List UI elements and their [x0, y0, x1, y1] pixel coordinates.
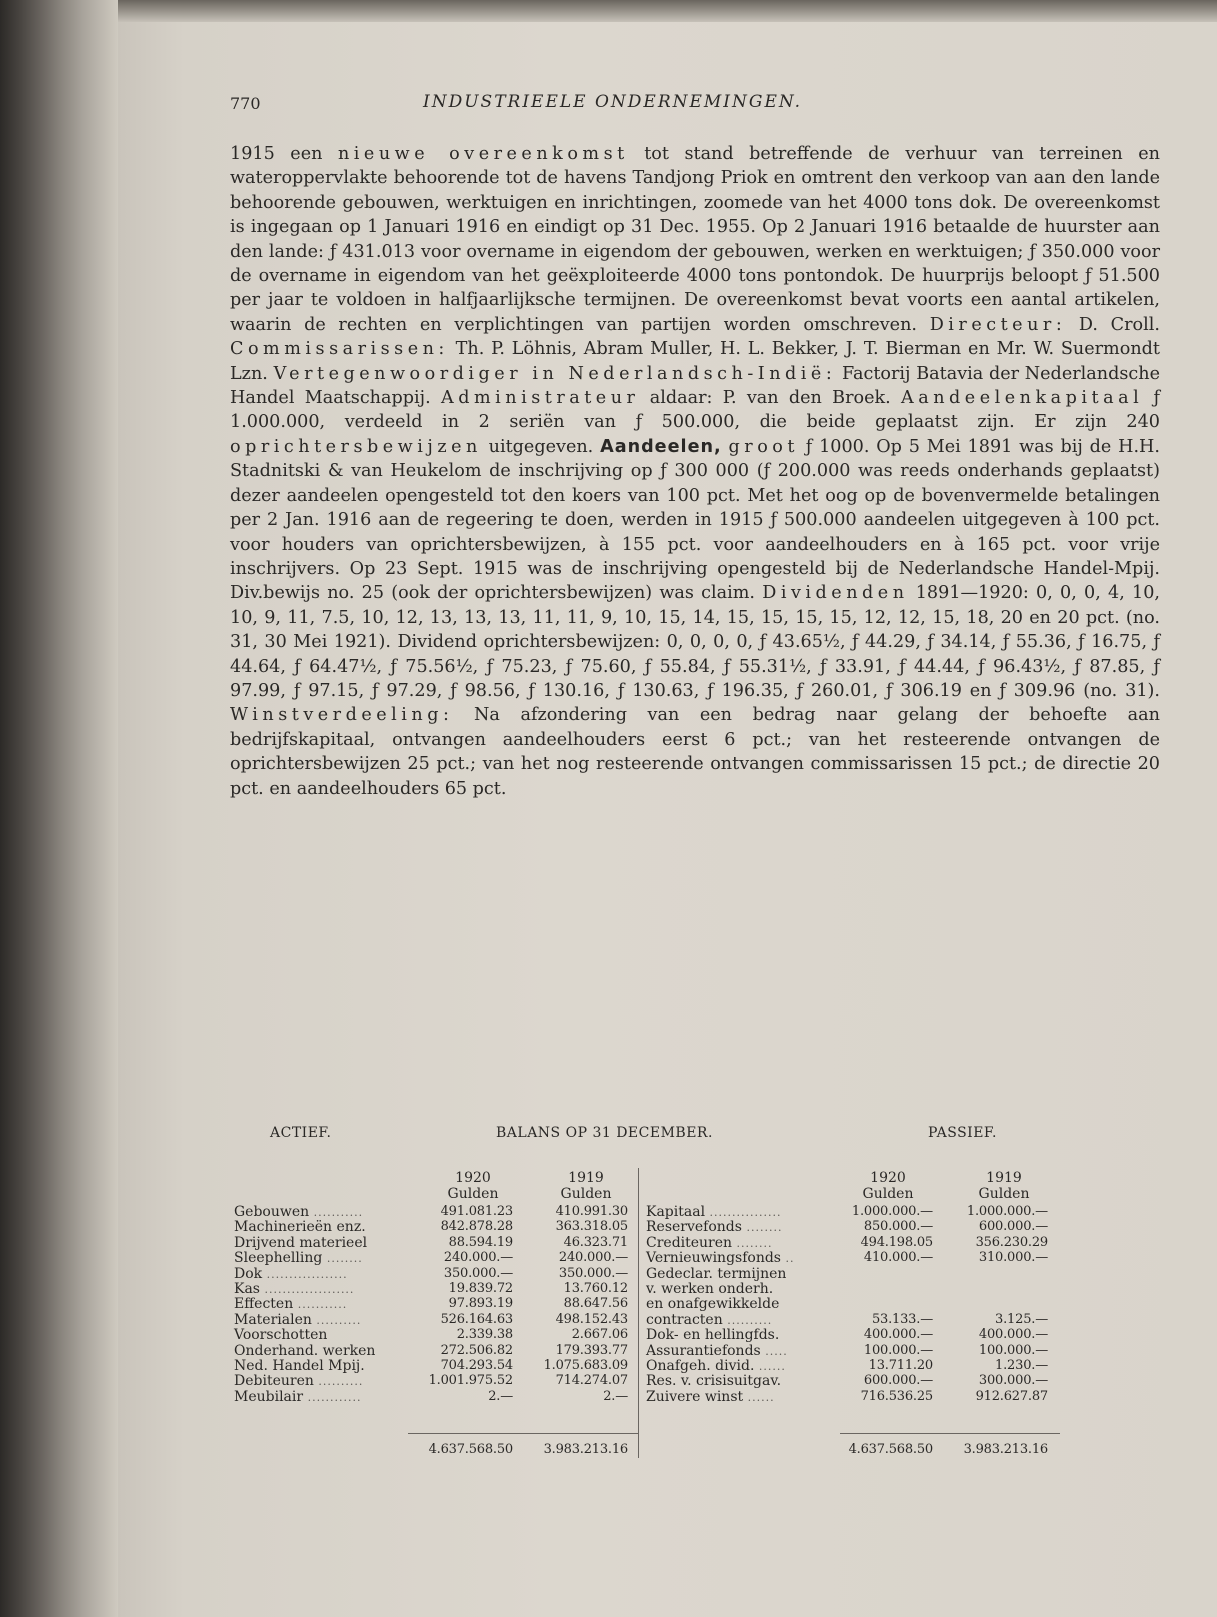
actief-row-1920 — [383, 1296, 513, 1312]
leader-dots: .. — [781, 1252, 795, 1266]
total-rule-actief — [408, 1433, 638, 1434]
actief-row-1920-text: 272.506.82 — [440, 1342, 513, 1358]
leader-dots: ...... — [754, 1360, 786, 1373]
actief-row-1920 — [383, 1250, 513, 1266]
actief-row-label-text: Kas — [234, 1281, 260, 1297]
actief-row-1919 — [498, 1389, 628, 1405]
passief-row-1920-text: 100.000.— — [863, 1342, 933, 1358]
actief-row-1920-text: 19.839.72 — [448, 1281, 513, 1296]
spaced-term: Aandeelenkapitaal — [901, 388, 1144, 409]
actief-row-1920 — [383, 1327, 513, 1343]
leader-dots: ........ — [732, 1236, 773, 1250]
passief-row-1919 — [918, 1219, 1048, 1235]
actief-row-label-text: Onderhand. werken — [234, 1342, 376, 1359]
passief-row-1920-text: 410.000.— — [863, 1250, 933, 1266]
passief-row-1919-text: 310.000.— — [978, 1250, 1048, 1266]
actief-row-label — [234, 1235, 367, 1251]
passief-row-label-text: Kapitaal — [646, 1204, 706, 1220]
passief-row-label-text: contracten — [646, 1311, 723, 1328]
actief-row-1920 — [383, 1266, 513, 1282]
passief-row-1920 — [803, 1373, 933, 1389]
actief-row-label — [234, 1389, 362, 1406]
passief-row-label-text: Dok- en hellingfds. — [646, 1327, 780, 1344]
actief-row-1920-text: 350.000.— — [443, 1265, 513, 1281]
actief-row-1919 — [498, 1281, 628, 1297]
spaced-term: Vertegenwoordiger in Nederlandsch-Indië: — [273, 363, 837, 384]
year-1920-actief: 1920 — [455, 1170, 491, 1186]
leader-dots: ........... — [293, 1298, 348, 1312]
spaced-term: Commissarissen: — [230, 339, 449, 360]
actief-row-1919-text: 1.075.683.09 — [543, 1358, 628, 1373]
total-passief-1919: 3.983.213.16 — [963, 1442, 1048, 1457]
actief-row-1919-text: 714.274.07 — [555, 1373, 628, 1389]
balance-title: BALANS OP 31 DECEMBER. — [496, 1125, 713, 1141]
actief-row-1919 — [498, 1266, 628, 1282]
leader-dots: .......... — [722, 1313, 773, 1327]
text-run: D. Croll. — [1066, 314, 1160, 335]
actief-row-1920-text: 1.001.975.52 — [428, 1373, 513, 1389]
passief-row-label-text: Res. v. crisisuitgav. — [646, 1373, 782, 1390]
actief-row-1919 — [498, 1204, 628, 1220]
text-run: tot stand betreffende de verhuur van terreinen en wateroppervlakte behoorende tot de havens Tandjong Priok en omtrent den verkoop van aan den lande behoorende gebouwen, werktuigen en inrichtingen, zoomede van het 4000 tons dok. De overeenkomst is ingegaan op 1 Januari 1916 en eindigt op 31 Dec. 1955. Op 2 Januari 1916 betaalde de huurster aan den lande: ƒ 431.013 voor overname in eigendom der gebouwen, werken en werktuigen; ƒ 350.000 voor de overname in eigendom van het geëxploiteerde 4000 tons pontondok. De huurprijs beloopt ƒ 51.500 per jaar te voldoen in halfjaarlijksche termijnen. De overeenkomst bevat voorts een aantal artikelen, waarin de rechten en verplichtingen van partijen worden omschreven. — [230, 144, 1160, 335]
document-page — [118, 22, 1217, 1617]
passief-row-label-text: Zuivere winst — [646, 1388, 744, 1405]
actief-row-1919-text: 13.760.12 — [563, 1281, 628, 1296]
leader-dots: .................. — [262, 1267, 348, 1281]
unit-passief-1920: Gulden — [862, 1186, 914, 1202]
passief-row-1919 — [918, 1312, 1048, 1328]
passief-row-label — [646, 1296, 779, 1312]
passief-row-1920 — [803, 1389, 933, 1405]
passief-row-1919 — [918, 1343, 1048, 1359]
passief-row-1920 — [803, 1343, 933, 1359]
passief-row-label-text: Crediteuren — [646, 1234, 733, 1251]
actief-row-1920-text: 526.164.63 — [440, 1311, 513, 1327]
bold-term: Aandeelen, — [600, 436, 722, 457]
actief-row-1920-text: 2.339.38 — [456, 1327, 513, 1343]
passief-row-1920-text: 400.000.— — [863, 1327, 933, 1343]
passief-row-label — [646, 1373, 781, 1389]
passief-row-1920-text: 53.133.— — [871, 1311, 933, 1327]
actief-row-label — [234, 1343, 375, 1359]
passief-row-1920-text: 716.536.25 — [860, 1388, 933, 1404]
passief-row-label-text: Vernieuwingsfonds — [646, 1250, 781, 1267]
actief-row-1919-text: 350.000.— — [558, 1265, 628, 1281]
actief-row-1919-text: 363.318.05 — [555, 1219, 628, 1235]
passief-row-1920 — [803, 1204, 933, 1220]
text-run: 1915 een — [230, 144, 338, 164]
actief-row-1919-text: 240.000.— — [558, 1250, 628, 1266]
actief-row-1919 — [498, 1219, 628, 1235]
actief-row-1919 — [498, 1343, 628, 1359]
actief-row-1920 — [383, 1281, 513, 1297]
passief-row-1920 — [803, 1250, 933, 1266]
unit-actief-1920: Gulden — [447, 1186, 499, 1202]
actief-row-1920-text: 240.000.— — [443, 1250, 513, 1266]
spaced-term: Dividenden — [762, 583, 909, 604]
actief-row-label — [234, 1358, 365, 1374]
passief-row-1919-text: 912.627.87 — [975, 1388, 1048, 1404]
actief-row-1919-text: 410.991.30 — [555, 1204, 628, 1219]
actief-row-1920-text: 88.594.19 — [448, 1234, 513, 1250]
passief-row-1919 — [918, 1389, 1048, 1405]
passief-row-1919-text: 300.000.— — [978, 1373, 1048, 1389]
actief-row-1919-text: 2.— — [603, 1388, 628, 1404]
passief-row-label — [646, 1266, 786, 1282]
actief-row-label-text: Debiteuren — [234, 1373, 314, 1390]
year-1919-passief: 1919 — [986, 1170, 1022, 1186]
passief-row-1920-text: 850.000.— — [863, 1219, 933, 1235]
unit-actief-1919: Gulden — [560, 1186, 612, 1202]
passief-row-1919 — [918, 1373, 1048, 1389]
passief-row-1920 — [803, 1312, 933, 1328]
passief-row-1919 — [918, 1358, 1048, 1374]
book-edge-top — [118, 0, 1217, 22]
spaced-term: groot — [728, 436, 799, 457]
passief-row-1919-text: 400.000.— — [978, 1327, 1048, 1343]
leader-dots: ..... — [760, 1344, 788, 1358]
leader-dots: .......... — [311, 1313, 362, 1327]
actief-row-1920-text: 2.— — [488, 1388, 513, 1404]
text-run: ƒ 1000. Op 5 Mei 1891 was bij de H.H. Stadnitski & van Heukelom de inschrijving op ƒ 300 000 (ƒ 200.000 was reeds onderhands geplaatst) dezer aandeelen opengesteld tot den koers van 100 pct. Met het oog op de bovenvermelde betalingen per 2 Jan. 1916 aan de regeering te doen, werden in 1915 ƒ 500.000 aandeelen uitgegeven à 100 pct. voor houders van oprichtersbewijzen, à 155 pct. voor aandeelhouders en à 165 pct. voor vrije inschrijvers. Op 23 Sept. 1915 was de inschrijving opengesteld bij de Nederlandsche Handel-Mpij. Div.bewijs no. 25 (ook der oprichtersbewijzen) was claim. — [230, 436, 1160, 604]
actief-row-label-text: Effecten — [234, 1296, 294, 1313]
actief-row-1920 — [383, 1343, 513, 1359]
actief-row-1919-text: 498.152.43 — [555, 1311, 628, 1327]
passief-row-1920 — [803, 1327, 933, 1343]
passief-row-1919-text: 1.230.— — [995, 1358, 1048, 1373]
passief-row-label — [646, 1327, 779, 1343]
actief-row-label-text: Gebouwen — [234, 1204, 310, 1220]
leader-dots: ........ — [741, 1221, 783, 1235]
passief-row-1919 — [918, 1250, 1048, 1266]
passief-row-label — [646, 1281, 773, 1297]
year-1920-passief: 1920 — [870, 1170, 906, 1186]
leader-dots: ........... — [309, 1206, 364, 1219]
passief-row-label-text: Gedeclar. termijnen — [646, 1265, 787, 1282]
actief-row-label-text: Dok — [234, 1265, 263, 1282]
total-actief-1919: 3.983.213.16 — [543, 1442, 628, 1457]
text-run: 1891—1920: 0, 0, 0, 4, 10, 10, 9, 11, 7.5, 10, 12, 13, 13, 13, 11, 11, 9, 10, 15, 14, 15, 15, 15, 15, 12, 12, 15, 18, 20 en 20 pct. (no. 31, 30 Mei 1921). Dividend oprichtersbewijzen: 0, 0, 0, 0, ƒ 43.65½, ƒ 44.29, ƒ 34.14, ƒ 55.36, ƒ 16.75, ƒ 44.64, ƒ 64.47½, ƒ 75.56½, ƒ 75.23, ƒ 75.60, ƒ 55.84, ƒ 55.31½, ƒ 33.91, ƒ 44.44, ƒ 96.43½, ƒ 87.85, ƒ 97.99, ƒ 97.15, ƒ 97.29, ƒ 98.56, ƒ 130.16, ƒ 130.63, ƒ 196.35, ƒ 260.01, ƒ 306.19 en ƒ 309.96 (no. 31). — [230, 583, 1160, 701]
actief-row-1919 — [498, 1296, 628, 1312]
actief-row-label-text: Materialen — [234, 1311, 312, 1328]
actief-row-1920 — [383, 1373, 513, 1389]
total-rule-passief — [840, 1433, 1060, 1434]
text-run: aldaar: P. van den Broek. — [639, 388, 902, 409]
actief-row-1919 — [498, 1250, 628, 1266]
spaced-term: Directeur: — [929, 314, 1067, 335]
text-run: Th. P. Löhnis, Abram Muller, H. L. Bekker, J. T. Bierman en Mr. W. Suermondt Lzn. — [230, 339, 1160, 384]
actief-heading: ACTIEF. — [270, 1125, 332, 1141]
leader-dots: .......... — [313, 1375, 364, 1389]
actief-row-1919 — [498, 1373, 628, 1389]
leader-dots: .................... — [260, 1283, 355, 1296]
actief-row-label-text: Ned. Handel Mpij. — [234, 1358, 365, 1374]
actief-row-label-text: Drijvend materieel — [234, 1234, 368, 1251]
text-run: uitgegeven. — [481, 436, 601, 457]
actief-row-1920-text: 97.893.19 — [448, 1296, 513, 1312]
total-passief-1920: 4.637.568.50 — [848, 1442, 933, 1457]
spaced-term: oprichtersbewijzen — [230, 436, 482, 457]
actief-row-label-text: Machinerieën enz. — [234, 1219, 366, 1236]
passief-row-1919-text: 600.000.— — [978, 1219, 1048, 1235]
text-run: ƒ 1.000.000, verdeeld in 2 seriën van ƒ 500.000, die beide geplaatst zijn. Er zijn 240 — [230, 388, 1161, 433]
actief-row-1919-text: 46.323.71 — [563, 1234, 628, 1250]
actief-row-label-text: Voorschotten — [234, 1327, 328, 1344]
leader-dots: ...... — [743, 1390, 775, 1404]
actief-row-label — [234, 1327, 327, 1343]
passief-row-1919-text: 100.000.— — [978, 1342, 1048, 1358]
book-edge-left — [0, 0, 118, 1617]
actief-row-1920-text: 704.293.54 — [440, 1358, 513, 1373]
passief-row-1920-text: 494.198.05 — [860, 1234, 933, 1250]
actief-row-1919-text: 179.393.77 — [555, 1342, 628, 1358]
actief-row-label — [234, 1219, 366, 1235]
leader-dots: ........ — [322, 1252, 363, 1266]
year-1919-actief: 1919 — [568, 1170, 604, 1186]
actief-row-1920 — [383, 1204, 513, 1220]
passief-row-label-text: Onafgeh. divid. — [646, 1358, 755, 1374]
spaced-term: Administrateur — [440, 388, 640, 409]
page-number: 770 — [230, 94, 261, 113]
spaced-term: nieuwe overeenkomst — [337, 144, 629, 164]
actief-row-1920 — [383, 1358, 513, 1374]
passief-row-1919 — [918, 1204, 1048, 1220]
text-run — [722, 437, 729, 457]
actief-row-1920-text: 842.878.28 — [440, 1219, 513, 1235]
actief-row-1919 — [498, 1358, 628, 1374]
leader-dots: ............ — [303, 1390, 362, 1404]
actief-row-1920 — [383, 1312, 513, 1328]
passief-row-1920 — [803, 1219, 933, 1235]
running-head: INDUSTRIEELE ONDERNEMINGEN. — [423, 92, 803, 112]
actief-row-label-text: Meubilair — [234, 1388, 304, 1405]
passief-row-1919 — [918, 1327, 1048, 1343]
passief-row-label-text: Assurantiefonds — [646, 1342, 761, 1359]
text-run: Factorij Batavia der Nederlandsche Handel Maatschappij. — [230, 363, 1160, 409]
passief-row-1920 — [803, 1235, 933, 1251]
leader-dots: ................ — [705, 1206, 782, 1219]
text-run: Na afzondering van een bedrag naar gelang der behoefte aan bedrijfskapitaal, ontvangen aandeelhouders eerst 6 pct.; van het resteerende ontvangen de oprichtersbewijzen 25 pct.; van het nog resteerende ontvangen commissarissen 15 pct.; de directie 20 pct. en aandeelhouders 65 pct. — [230, 705, 1160, 799]
passief-row-1920-text: 600.000.— — [863, 1373, 933, 1389]
passief-row-1920 — [803, 1358, 933, 1374]
total-actief-1920: 4.637.568.50 — [428, 1442, 513, 1457]
actief-row-label-text: Sleephelling — [234, 1250, 323, 1267]
passief-heading: PASSIEF. — [928, 1125, 997, 1141]
passief-row-1919-text: 1.000.000.— — [966, 1204, 1048, 1219]
actief-row-1920-text: 491.081.23 — [440, 1204, 513, 1219]
actief-row-1920 — [383, 1235, 513, 1251]
passief-row-1919-text: 356.230.29 — [975, 1234, 1048, 1250]
passief-row-1920-text: 1.000.000.— — [851, 1204, 933, 1219]
spaced-term: Winstverdeeling: — [230, 705, 454, 726]
unit-passief-1919: Gulden — [978, 1186, 1030, 1202]
passief-row-label-text: v. werken onderh. — [646, 1281, 774, 1297]
passief-row-1919 — [918, 1235, 1048, 1251]
actief-row-1919-text: 88.647.56 — [563, 1296, 628, 1312]
passief-row-1919-text: 3.125.— — [995, 1311, 1048, 1327]
passief-row-label — [646, 1389, 775, 1406]
column-divider — [638, 1168, 639, 1458]
passief-row-label-text: en onafgewikkelde — [646, 1296, 780, 1313]
actief-row-1919 — [498, 1235, 628, 1251]
actief-row-1919-text: 2.667.06 — [571, 1327, 628, 1343]
passief-row-label-text: Reservefonds — [646, 1219, 742, 1236]
actief-row-1919 — [498, 1312, 628, 1328]
actief-row-1920 — [383, 1389, 513, 1405]
actief-row-1919 — [498, 1327, 628, 1343]
actief-row-1920 — [383, 1219, 513, 1235]
body-text — [230, 142, 1160, 801]
passief-row-1920-text: 13.711.20 — [868, 1358, 933, 1373]
